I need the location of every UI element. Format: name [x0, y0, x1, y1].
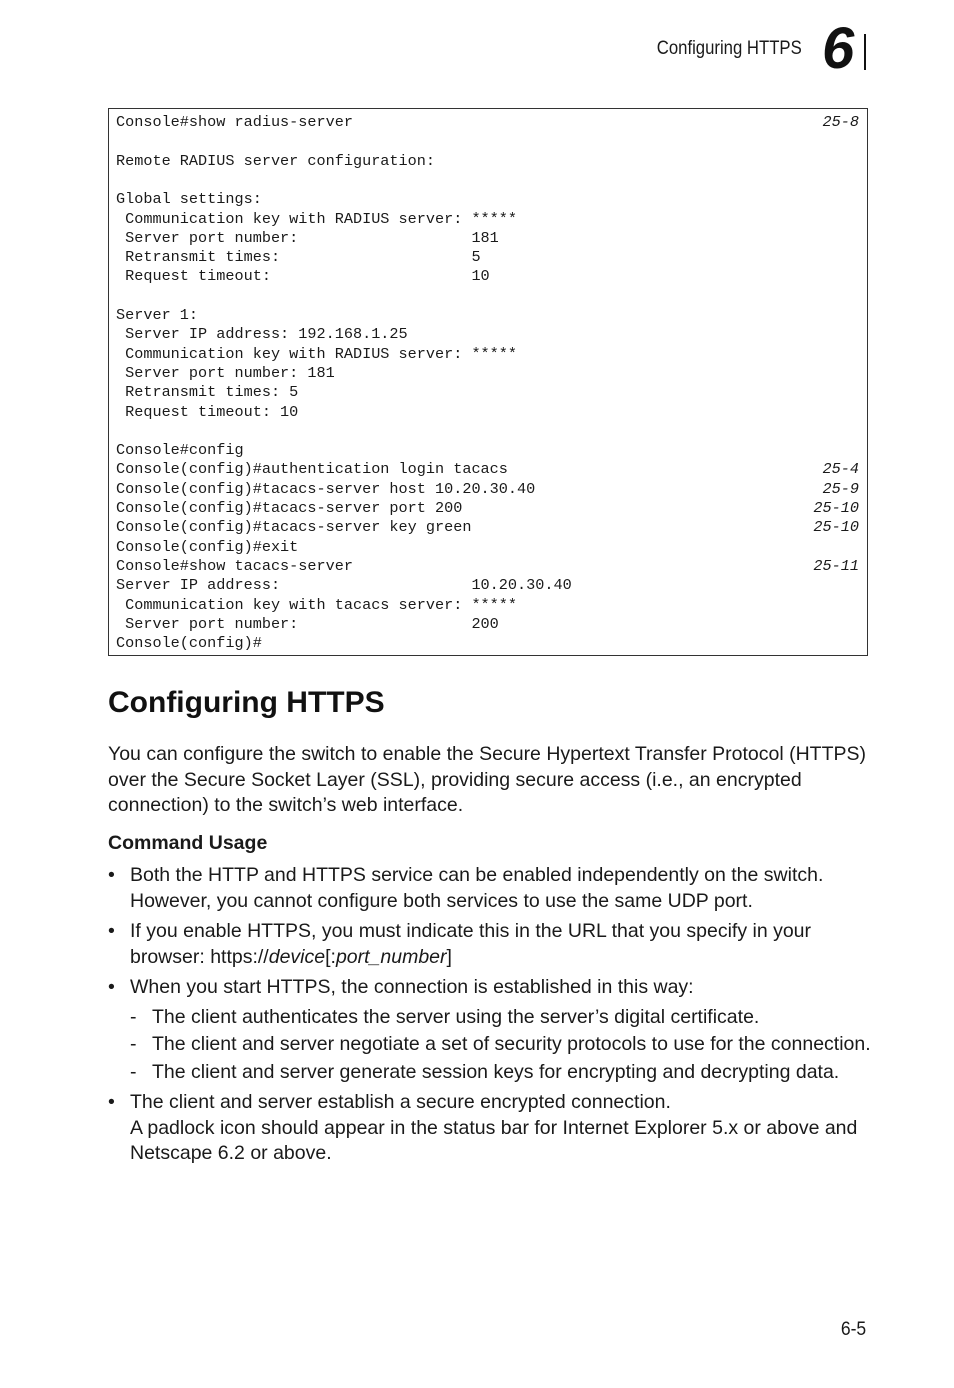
list-item	[108, 919, 878, 970]
code-line	[116, 325, 859, 344]
code-line	[116, 403, 859, 422]
dash-mark: -	[130, 1005, 137, 1028]
code-text: Server 1:	[116, 306, 199, 324]
bullet-text-continued: A padlock icon should appear in the status bar for Internet Explorer 5.x or above and Netscape 6.2 or above.	[130, 1116, 858, 1164]
code-line	[116, 152, 859, 171]
code-line	[116, 557, 859, 576]
code-text: Request timeout: 10	[116, 267, 490, 286]
code-text: Server port number: 181	[116, 363, 335, 382]
code-line	[116, 345, 859, 364]
code-text: Console(config)#tacacs-server port 200	[116, 499, 463, 517]
code-text: Retransmit times: 5	[116, 248, 481, 267]
code-text: Console#show tacacs-server	[116, 556, 353, 575]
code-line	[116, 518, 859, 537]
code-line	[116, 267, 859, 286]
bullet-text: The client and server establish a secure encrypted connection.	[130, 1091, 671, 1113]
code-line	[116, 460, 859, 479]
sub-list-item	[130, 1060, 878, 1086]
sub-list	[130, 1005, 878, 1086]
bullet-text: If you enable HTTPS, you must indicate this in the URL that you specify in your browser: https://	[130, 920, 812, 968]
code-text: Server IP address: 192.168.1.25	[116, 325, 408, 344]
sub-item-text: The client and server generate session keys for encrypting and decrypting data.	[152, 1060, 840, 1083]
code-page-reference: 25-9	[822, 479, 859, 498]
section-heading: Configuring HTTPS	[108, 686, 385, 719]
url-device-placeholder: device	[268, 945, 326, 968]
code-text: Retransmit times: 5	[116, 383, 299, 402]
url-separator: [:	[325, 945, 336, 968]
code-line	[116, 190, 859, 209]
bullet-mark: •	[108, 864, 115, 886]
url-port-placeholder: port_number	[335, 945, 447, 968]
code-line	[116, 210, 859, 229]
bullet-mark: •	[108, 976, 115, 998]
code-text: Global settings:	[116, 190, 262, 209]
code-line	[116, 480, 859, 499]
code-line	[116, 538, 859, 557]
bullet-text: Both the HTTP and HTTPS service can be enabled independently on the switch. However, you cannot configure both services to use the same UDP port.	[130, 864, 824, 912]
code-text: Communication key with RADIUS server: *****	[116, 209, 518, 228]
code-line	[116, 615, 859, 634]
code-page-reference: 25-4	[822, 460, 859, 479]
code-text: Server port number: 181	[116, 228, 499, 247]
code-line	[116, 248, 859, 267]
code-text: Request timeout: 10	[116, 402, 299, 421]
code-line	[116, 441, 859, 460]
code-line	[116, 287, 859, 306]
code-line	[116, 364, 859, 383]
bullet-mark: •	[108, 1091, 115, 1113]
bullet-text: When you start HTTPS, the connection is established in this way:	[130, 976, 694, 998]
code-page-reference: 25-10	[813, 499, 859, 517]
code-text: Console#config	[116, 441, 244, 460]
dash-mark: -	[130, 1060, 137, 1083]
code-text: Console(config)#authentication login tacacs	[116, 460, 508, 479]
bullet-mark: •	[108, 920, 115, 942]
code-line	[116, 499, 859, 518]
list-item	[108, 975, 878, 1085]
code-text: Console(config)#tacacs-server host 10.20.30.40	[116, 479, 536, 498]
code-text: Console(config)#	[116, 634, 262, 653]
code-text: Console(config)#tacacs-server key green	[116, 518, 472, 537]
command-usage-heading: Command Usage	[108, 832, 268, 854]
code-line	[116, 576, 859, 595]
code-text: Console(config)#exit	[116, 537, 299, 556]
code-example-box	[108, 108, 868, 656]
sub-list-item	[130, 1005, 878, 1031]
code-text: Remote RADIUS server configuration:	[116, 151, 435, 170]
code-line	[116, 306, 859, 325]
list-item	[108, 863, 878, 914]
command-usage-list	[108, 863, 878, 1172]
sub-item-text: The client and server negotiate a set of security protocols to use for the connection.	[152, 1033, 871, 1055]
code-line	[116, 383, 859, 402]
header-rule	[864, 34, 866, 70]
sub-item-text: The client authenticates the server using the server’s digital certificate.	[152, 1005, 760, 1028]
code-line	[116, 596, 859, 615]
code-text: Server port number: 200	[116, 614, 499, 633]
sub-list-item	[130, 1032, 878, 1058]
code-text: Communication key with tacacs server: *****	[116, 595, 518, 614]
code-page-reference: 25-8	[822, 113, 859, 131]
code-page-reference: 25-10	[813, 518, 859, 537]
code-text: Server IP address: 10.20.30.40	[116, 576, 572, 595]
code-line	[116, 171, 859, 190]
page-number: 6-5	[840, 1318, 866, 1340]
code-text: Console#show radius-server	[116, 113, 353, 131]
dash-mark: -	[130, 1033, 137, 1055]
list-item	[108, 1090, 878, 1167]
code-text: Communication key with RADIUS server: *****	[116, 344, 518, 363]
code-page-reference: 25-11	[813, 556, 859, 575]
code-line	[116, 634, 859, 653]
header-section-title: Configuring HTTPS	[657, 38, 802, 59]
code-line	[116, 113, 859, 132]
code-line	[116, 422, 859, 441]
intro-paragraph: You can configure the switch to enable the Secure Hypertext Transfer Protocol (HTTPS) over the Secure Socket Layer (SSL), providing secure access (i.e., an encrypted connection) to the switch’s web interface.	[108, 743, 866, 816]
code-line	[116, 132, 859, 151]
url-close-bracket: ]	[446, 945, 452, 968]
code-line	[116, 229, 859, 248]
chapter-number: 6	[822, 16, 855, 81]
